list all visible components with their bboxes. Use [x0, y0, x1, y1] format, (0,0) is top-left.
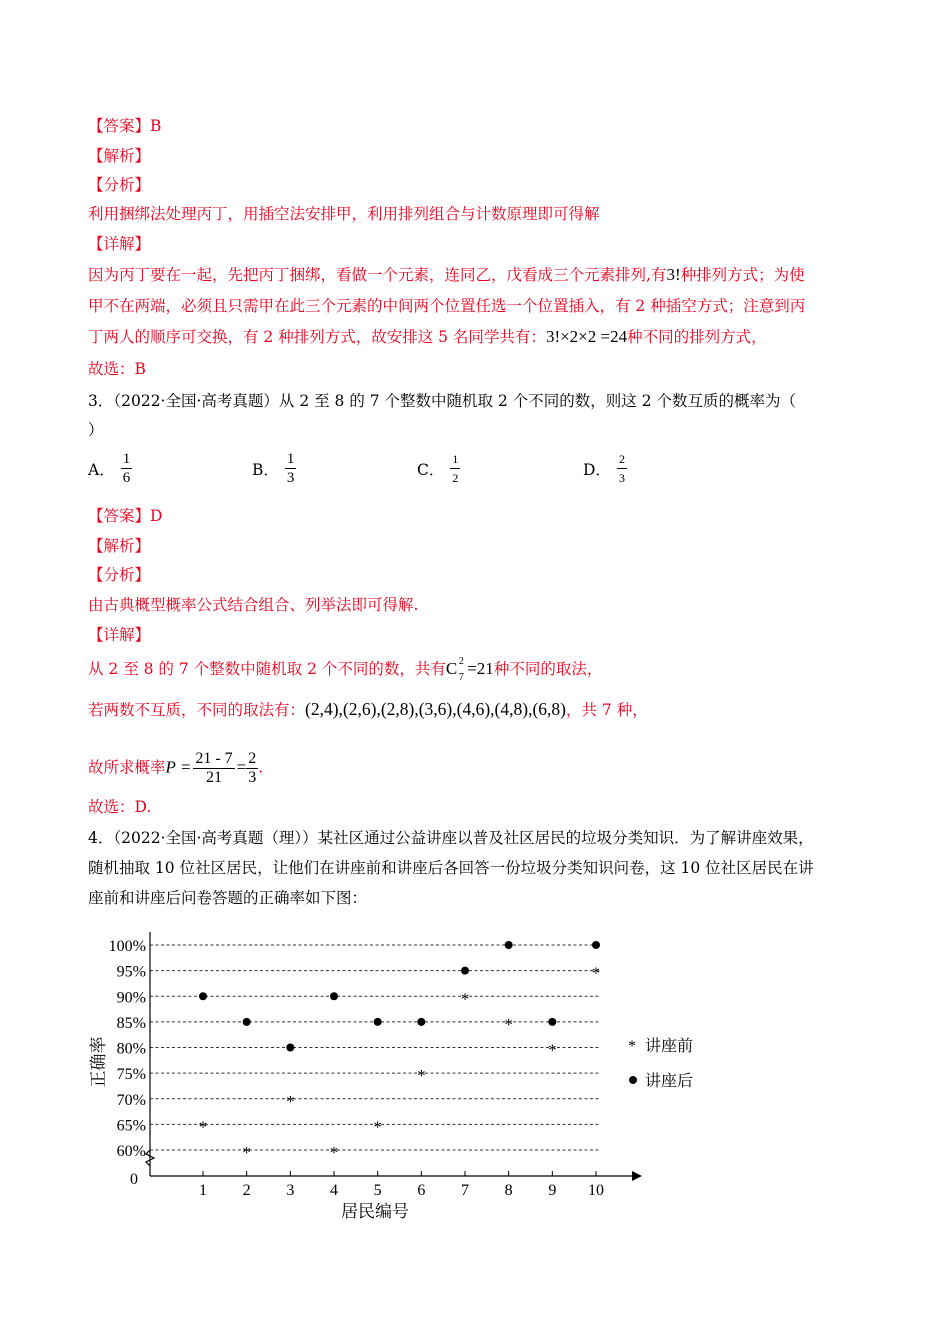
y-tick-label: 90%	[116, 989, 146, 1007]
before-point: *	[591, 963, 601, 983]
combination-c: C	[445, 659, 458, 678]
after-point	[417, 1018, 425, 1026]
q3-detail-text: 若两数不互质，不同的取法有：	[88, 701, 306, 719]
option-fraction	[450, 450, 460, 487]
option-fraction	[121, 450, 133, 487]
before-point: *	[460, 989, 470, 1009]
q3-option-c	[417, 450, 460, 487]
combination-result: =21	[467, 659, 494, 678]
x-tick-label: 7	[461, 1182, 469, 1199]
q3-option-d	[583, 450, 627, 487]
probability-result	[246, 750, 258, 787]
q2-xiangjie: 【详解】	[88, 235, 151, 253]
q2-detail-text: 种排列方式；为使	[680, 266, 805, 284]
non-coprime-pairs: (2,4),(2,6),(2,8),(3,6),(4,6),(4,8),(6,8)	[305, 699, 566, 719]
q2-detail-line2: 甲不在两端，必须且只需甲在此三个元素的中间两个位置任选一个位置插入，有 2 种插空方式；注意到丙	[88, 297, 806, 315]
q3-option-b	[252, 450, 296, 487]
fraction-numerator: 21 - 7	[195, 750, 233, 767]
y-tick-label: 85%	[116, 1014, 146, 1032]
combination-sub: 7	[458, 672, 464, 683]
y-tick-label: 95%	[116, 963, 146, 981]
y-axis-label: 正确率	[89, 1036, 108, 1088]
x-axis-label: 居民编号	[341, 1202, 409, 1221]
legend-before-label: 讲座前	[645, 1038, 694, 1055]
y-tick-label: 60%	[116, 1143, 146, 1160]
q3-stem-end: ）	[88, 421, 104, 439]
combination	[445, 656, 464, 683]
q3-detail-line1	[88, 656, 603, 683]
fraction-denominator: 21	[205, 769, 222, 786]
before-point: *	[329, 1143, 339, 1162]
y-tick-label: 100%	[108, 938, 146, 955]
q2-detail-text: 因为丙丁要在一起，先把丙丁捆绑，看做一个元素，连同乙，戊看成三个元素排列,有	[88, 266, 667, 284]
x-tick-label: 1	[199, 1182, 207, 1199]
y-tick-label: 75%	[116, 1066, 146, 1084]
fraction-denominator: 3	[286, 470, 295, 486]
combination-sup: 2	[458, 656, 464, 667]
q2-fenxi-text: 利用捆绑法处理丙丁，用插空法安排甲，利用排列组合与计数原理即可得解	[88, 205, 600, 223]
after-point	[330, 992, 338, 1000]
q3-fenxi-text: 由古典概型概率公式结合组合、列举法即可得解.	[88, 596, 419, 614]
after-point	[548, 1018, 556, 1026]
x-tick-label: 5	[373, 1182, 382, 1199]
before-point: *	[548, 1040, 557, 1060]
y-origin-label: 0	[130, 1171, 138, 1188]
option-label: D．	[583, 460, 611, 479]
q3-option-a	[88, 450, 132, 487]
before-point: *	[373, 1117, 382, 1137]
before-point: *	[198, 1117, 208, 1137]
legend-before-marker: *	[628, 1038, 636, 1055]
option-label: A．	[88, 460, 115, 479]
q2-detail-text: 丁两人的顺序可交换，有 2 种排列方式，故安排这 5 名同学共有：	[88, 328, 546, 346]
fraction-denominator: 6	[122, 470, 131, 486]
q2-fenxi: 【分析】	[88, 176, 151, 194]
q3-detail-text: ，共 7 种，	[565, 701, 648, 719]
q3-choose: 故选：D.	[88, 798, 152, 816]
option-fraction	[285, 450, 297, 487]
x-tick-labels	[199, 1171, 604, 1199]
y-tick-labels	[109, 938, 146, 1188]
chart-axes	[146, 932, 642, 1181]
x-tick-label: 2	[242, 1182, 251, 1199]
q2-jiexi: 【解析】	[88, 147, 151, 165]
q3-stem: 3．（2022·全国·高考真题）从 2 至 8 的 7 个整数中随机取 2 个不同的数，则这 2 个数互质的概率为（	[88, 392, 796, 410]
legend	[628, 1037, 693, 1090]
q2-detail-line1	[88, 264, 805, 286]
probability-fraction	[193, 750, 234, 787]
option-label: B．	[252, 460, 279, 479]
q2-answer: 【答案】B	[88, 117, 162, 135]
after-point	[374, 1018, 382, 1026]
after-point	[592, 941, 600, 949]
y-tick-label: 65%	[116, 1117, 146, 1135]
after-point	[505, 941, 513, 949]
q3-detail-text: 故所求概率	[88, 758, 166, 777]
before-point: *	[504, 1014, 513, 1034]
q4-stem-line3: 座前和讲座后问卷答题的正确率如下图：	[88, 889, 368, 907]
q2-choose: 故选：B	[88, 360, 146, 378]
q3-detail-text: 从 2 至 8 的 7 个整数中随机取 2 个不同的数，共有	[88, 660, 446, 678]
fraction-numerator: 1	[450, 450, 460, 469]
fraction-numerator: 1	[122, 451, 131, 467]
after-point	[286, 1044, 294, 1052]
before-point: *	[242, 1143, 251, 1162]
x-tick-label: 3	[286, 1182, 295, 1199]
x-tick-label: 10	[588, 1182, 604, 1199]
q2-factorial: 3!	[666, 265, 681, 284]
fraction-denominator: 2	[452, 471, 459, 485]
x-tick-label: 9	[548, 1182, 557, 1199]
period: .	[258, 758, 264, 777]
legend-after-marker	[629, 1076, 637, 1084]
q3-xiangjie: 【详解】	[88, 626, 151, 644]
legend-after-label: 讲座后	[645, 1073, 694, 1090]
x-tick-label: 4	[330, 1182, 338, 1199]
x-tick-label: 6	[417, 1182, 426, 1199]
q2-product: 3!×2×2 =24	[545, 327, 628, 346]
fraction-numerator: 2	[617, 450, 627, 469]
after-point	[461, 967, 469, 975]
accuracy-scatter-chart	[0, 920, 950, 1264]
equals-sign: =	[236, 757, 247, 777]
q2-detail-text: 种不同的排列方式，	[627, 328, 767, 346]
q3-jiexi: 【解析】	[88, 537, 151, 555]
fraction-numerator: 2	[248, 750, 257, 767]
option-fraction	[617, 450, 627, 487]
x-axis-arrow	[632, 1171, 642, 1181]
fraction-denominator: 3	[248, 769, 257, 786]
q4-stem-line1: 4．（2022·全国·高考真题（理））某社区通过公益讲座以普及社区居民的垃圾分类知识．为了解讲座效果，	[88, 829, 814, 847]
fraction-denominator: 3	[618, 471, 625, 485]
q3-detail-line2	[88, 698, 648, 721]
fraction-numerator: 1	[286, 451, 295, 467]
y-tick-label: 80%	[116, 1040, 146, 1058]
q3-detail-line3	[88, 750, 263, 787]
data-points	[199, 941, 601, 1162]
q3-answer: 【答案】D	[88, 507, 163, 525]
q4-stem-line2: 随机抽取 10 位社区居民，让他们在讲座前和讲座后各回答一份垃圾分类知识问卷，这 10 位社区居民在讲	[88, 859, 814, 877]
x-tick-label: 8	[504, 1182, 513, 1199]
y-tick-label: 70%	[116, 1091, 146, 1109]
after-point	[199, 992, 207, 1000]
q3-fenxi: 【分析】	[88, 566, 151, 584]
q3-detail-text: 种不同的取法，	[493, 660, 603, 678]
option-label: C．	[417, 460, 445, 479]
after-point	[243, 1018, 251, 1026]
probability-p: P =	[165, 757, 192, 777]
q2-detail-line3	[88, 326, 767, 348]
before-point: *	[286, 1091, 295, 1111]
before-point: *	[417, 1066, 426, 1086]
